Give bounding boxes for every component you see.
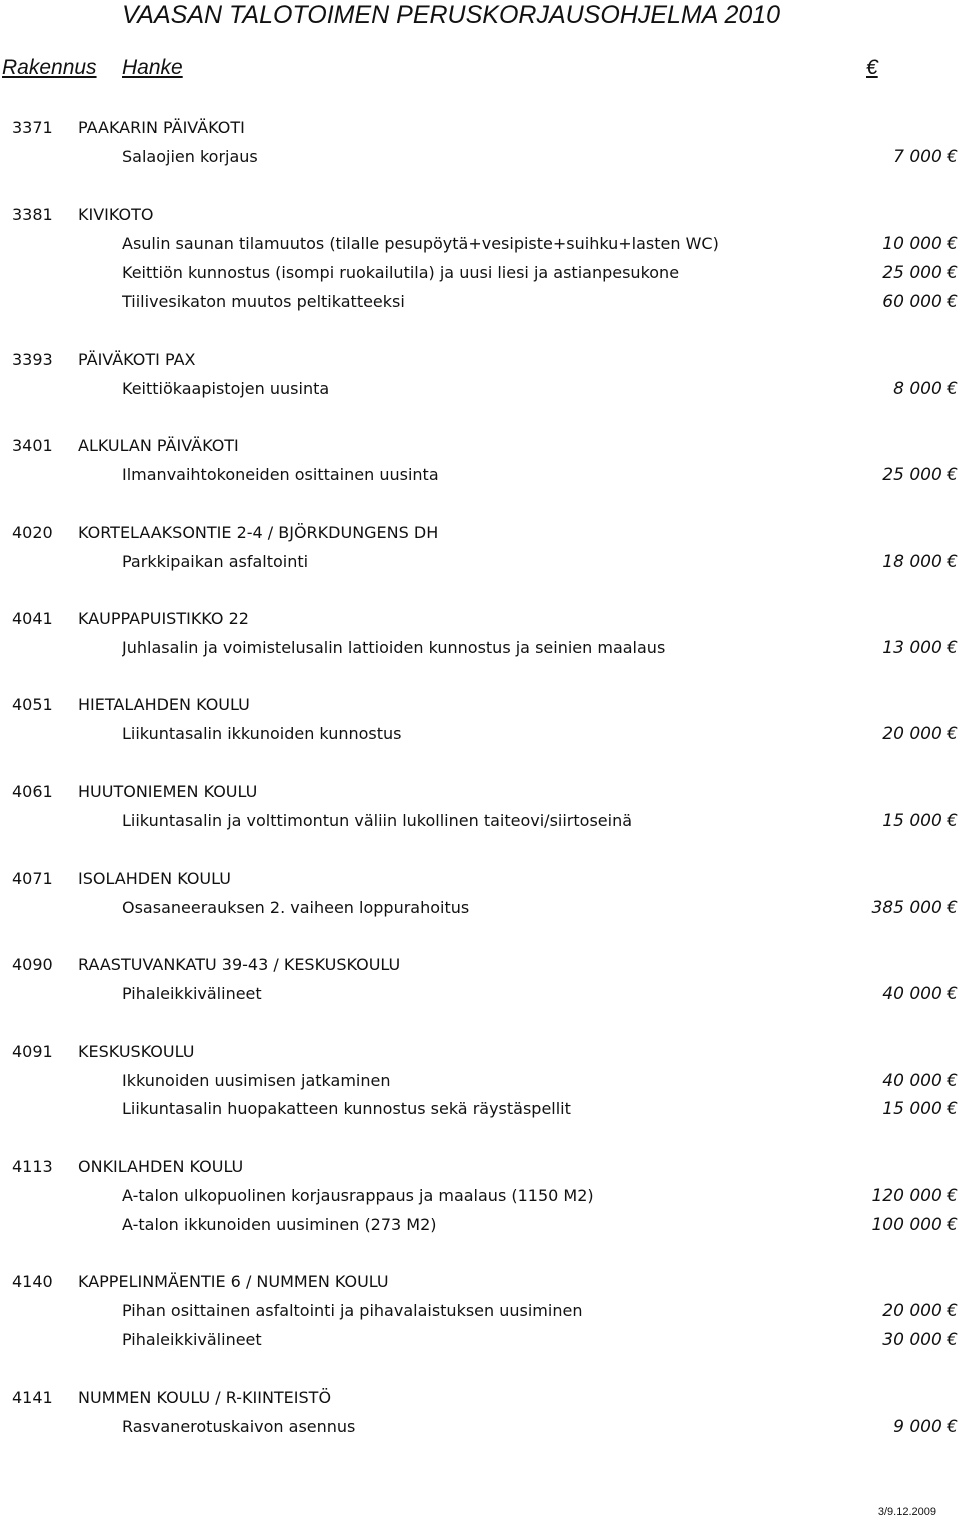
project-amount: 15 000 € xyxy=(882,811,958,831)
building-name: ONKILAHDEN KOULU xyxy=(78,1157,244,1176)
building-code: 4091 xyxy=(12,1042,53,1061)
project-description: Pihan osittainen asfaltointi ja pihavalaistuksen uusiminen xyxy=(122,1301,583,1320)
footer-date: 3/9.12.2009 xyxy=(877,1506,936,1518)
project-description: Ikkunoiden uusimisen jatkaminen xyxy=(122,1071,391,1090)
project-description: Tiilivesikaton muutos peltikatteeksi xyxy=(122,292,405,311)
building-code: 4071 xyxy=(12,869,53,888)
project-description: Rasvanerotuskaivon asennus xyxy=(122,1417,356,1436)
project-amount: 18 000 € xyxy=(882,552,958,572)
building-code: 4041 xyxy=(12,609,53,628)
project-amount: 40 000 € xyxy=(882,984,958,1004)
project-amount: 385 000 € xyxy=(871,898,958,918)
project-amount: 120 000 € xyxy=(871,1186,958,1206)
building-name: KORTELAAKSONTIE 2-4 / BJÖRKDUNGENS DH xyxy=(78,523,439,542)
building-name: PAAKARIN PÄIVÄKOTI xyxy=(78,118,245,137)
document-title: VAASAN TALOTOIMEN PERUSKORJAUSOHJELMA 2010 xyxy=(122,1,781,29)
building-code: 3371 xyxy=(12,118,53,137)
project-amount: 20 000 € xyxy=(882,724,958,744)
building-name: KAUPPAPUISTIKKO 22 xyxy=(78,609,249,628)
building-name: ISOLAHDEN KOULU xyxy=(78,869,231,888)
project-description: Juhlasalin ja voimistelusalin lattioiden kunnostus ja seinien maalaus xyxy=(122,638,666,657)
project-description: Pihaleikkivälineet xyxy=(122,984,262,1003)
project-amount: 20 000 € xyxy=(882,1301,958,1321)
building-name: KAPPELINMÄENTIE 6 / NUMMEN KOULU xyxy=(78,1272,389,1291)
building-name: KESKUSKOULU xyxy=(78,1042,195,1061)
project-description: Pihaleikkivälineet xyxy=(122,1330,262,1349)
column-header-project: Hanke xyxy=(122,56,183,79)
project-amount: 13 000 € xyxy=(882,638,958,658)
building-code: 3401 xyxy=(12,436,53,455)
project-amount: 30 000 € xyxy=(882,1330,958,1350)
building-name: HUUTONIEMEN KOULU xyxy=(78,782,258,801)
project-description: A-talon ulkopuolinen korjausrappaus ja maalaus (1150 M2) xyxy=(122,1186,594,1205)
project-description: Keittiökaapistojen uusinta xyxy=(122,379,330,398)
project-amount: 40 000 € xyxy=(882,1071,958,1091)
project-amount: 15 000 € xyxy=(882,1099,958,1119)
building-code: 3381 xyxy=(12,205,53,224)
project-amount: 60 000 € xyxy=(882,292,958,312)
project-description: Parkkipaikan asfaltointi xyxy=(122,552,309,571)
building-code: 4061 xyxy=(12,782,53,801)
column-header-amount: € xyxy=(866,56,878,79)
building-name: RAASTUVANKATU 39-43 / KESKUSKOULU xyxy=(78,955,401,974)
building-name: NUMMEN KOULU / R-KIINTEISTÖ xyxy=(78,1388,332,1407)
building-code: 4140 xyxy=(12,1272,53,1291)
building-name: KIVIKOTO xyxy=(78,205,154,224)
project-description: Keittiön kunnostus (isompi ruokailutila) ja uusi liesi ja astianpesukone xyxy=(122,263,680,282)
project-description: Liikuntasalin ja volttimontun väliin lukollinen taiteovi/siirtoseinä xyxy=(122,811,633,830)
project-amount: 100 000 € xyxy=(871,1215,958,1235)
project-description: Liikuntasalin ikkunoiden kunnostus xyxy=(122,724,402,743)
building-code: 4051 xyxy=(12,695,53,714)
project-amount: 8 000 € xyxy=(893,379,958,399)
project-description: Liikuntasalin huopakatteen kunnostus sekä räystäspellit xyxy=(122,1099,571,1118)
project-description: A-talon ikkunoiden uusiminen (273 M2) xyxy=(122,1215,437,1234)
building-code: 4090 xyxy=(12,955,53,974)
project-description: Osasaneerauksen 2. vaiheen loppurahoitus xyxy=(122,898,470,917)
building-code: 4020 xyxy=(12,523,53,542)
building-name: HIETALAHDEN KOULU xyxy=(78,695,250,714)
building-name: ALKULAN PÄIVÄKOTI xyxy=(78,436,239,455)
column-header-building: Rakennus xyxy=(2,56,97,79)
project-amount: 25 000 € xyxy=(882,465,958,485)
building-name: PÄIVÄKOTI PAX xyxy=(78,350,196,369)
project-description: Asulin saunan tilamuutos (tilalle pesupöytä+vesipiste+suihku+lasten WC) xyxy=(122,234,719,253)
project-amount: 7 000 € xyxy=(893,147,958,167)
building-code: 4113 xyxy=(12,1157,53,1176)
building-code: 4141 xyxy=(12,1388,53,1407)
project-amount: 10 000 € xyxy=(882,234,958,254)
building-code: 3393 xyxy=(12,350,53,369)
project-amount: 9 000 € xyxy=(893,1417,958,1437)
project-description: Ilmanvaihtokoneiden osittainen uusinta xyxy=(122,465,439,484)
project-description: Salaojien korjaus xyxy=(122,147,258,166)
project-amount: 25 000 € xyxy=(882,263,958,283)
